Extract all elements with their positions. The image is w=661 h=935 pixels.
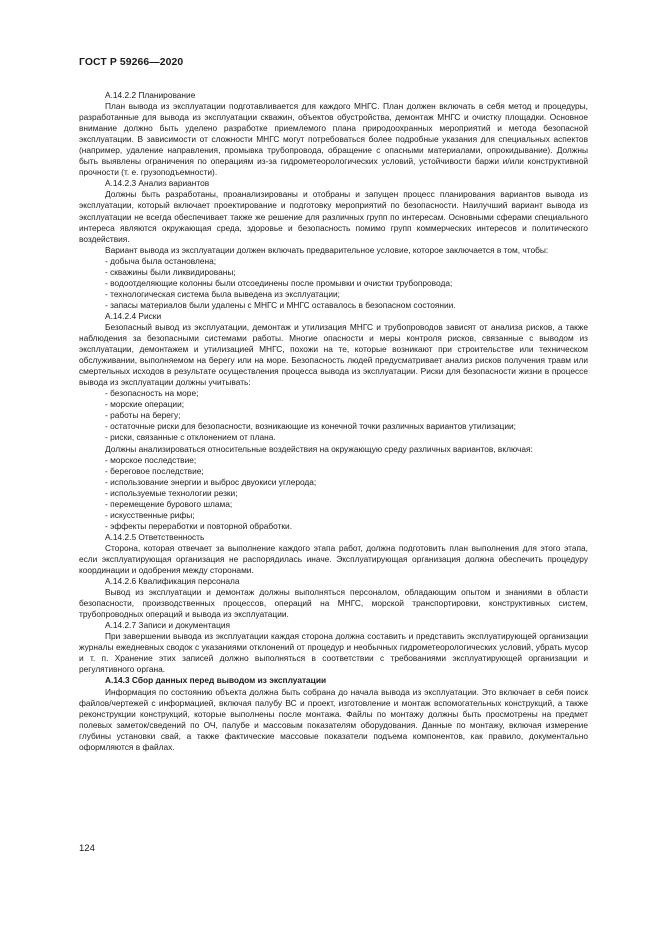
list-item: - добыча была остановлена; bbox=[79, 256, 588, 267]
paragraph: Должны анализироваться относительные воздействия на окружающую среду различных вариантов, включая: bbox=[105, 443, 533, 454]
document-body bbox=[79, 90, 588, 753]
section-heading: А.14.2.2 Планирование bbox=[105, 90, 196, 100]
section-title: А.14.3 Сбор данных перед выводом из эксплуатации bbox=[105, 675, 327, 686]
bullet-list bbox=[79, 388, 588, 443]
list-item: - морские операции; bbox=[79, 399, 588, 410]
list-item: - остаточные риски для безопасности, возникающие из конечной точки различных вариантов утилизации; bbox=[79, 421, 588, 432]
paragraph: При завершении вывода из эксплуатации каждая сторона должна составить и представить эксплуатирующей организации журналы ежедневных сводок с указаниями отклонений от процедур и необычных гидрометеорологических условий, убрать мусор и т. п. Хранение этих записей должно выполняться в соответствии с требованиями эксплуатирующей организации и регулятивного органа. bbox=[79, 631, 588, 675]
page-number: 124 bbox=[79, 843, 95, 854]
list-item: - эффекты переработки и повторной обработки. bbox=[79, 521, 588, 532]
list-item: - запасы материалов были удалены с МНГС и МНГС оставалось в безопасном состоянии. bbox=[79, 300, 588, 311]
list-item: - работы на берегу; bbox=[79, 410, 588, 421]
section-heading: А.14.2.4 Риски bbox=[105, 310, 162, 321]
list-item: - использование энергии и выброс двуокиси углерода; bbox=[79, 477, 588, 488]
paragraph: Сторона, которая отвечает за выполнение каждого этапа работ, должна подготовить план выполнения для этого этапа, если эксплуатирующая организация не распорядилась иначе. Эксплуатирующая организация должна обеспечить процедуру координации и одобрения между сторонами. bbox=[79, 542, 588, 576]
section-heading: А.14.2.6 Квалификация персонала bbox=[105, 576, 240, 587]
paragraph: Безопасный вывод из эксплуатации, демонтаж и утилизация МНГС и трубопроводов зависят от анализа рисков, а также наблюдения за безопасными системами работы. Многие опасности и меры контроля рисков, связанные с выводом из эксплуатации, демонтажем и утилизацией МНГС, похожи на те, которые возникают при строительстве или техническом обслуживании, выполняемом на берегу или на море. Безопасность людей предусматривает анализ рисков получения травм или смертельных исходов в результате осуществления процесса вывода из эксплуатации. Риски для безопасности жизни в процессе вывода из эксплуатации должны учитывать: bbox=[79, 321, 588, 388]
document-header: ГОСТ Р 59266—2020 bbox=[79, 57, 184, 68]
paragraph: Должны быть разработаны, проанализированы и отобраны и запущен процесс планирования вариантов вывода из эксплуатации, который включает проектирование и подготовку мероприятий по безопасности. Наилучший вариант вывода из эксплуатации не всегда обеспечивает также же решение для различных групп по интересам. Основными сферами специального интереса являются окружающая среда, здоровье и безопасность помимо групп коммерческих интересов и политического воздействия. bbox=[79, 189, 588, 244]
list-item: - искусственные рифы; bbox=[79, 510, 588, 521]
paragraph: Вариант вывода из эксплуатации должен включать предварительное условие, которое заключается в том, чтобы: bbox=[105, 244, 549, 255]
list-item: - береговое последствие; bbox=[79, 466, 588, 477]
list-item: - морское последствие; bbox=[79, 455, 588, 466]
section-heading: А.14.2.3 Анализ вариантов bbox=[105, 178, 210, 189]
list-item: - используемые технологии резки; bbox=[79, 488, 588, 499]
list-item: - водоотделяющие колонны были отсоединены после промывки и очистки трубопровода; bbox=[79, 278, 588, 289]
list-item: - перемещение бурового шлама; bbox=[79, 499, 588, 510]
paragraph: Вывод из эксплуатации и демонтаж должны выполняться персоналом, обладающим опытом и знаниями в области безопасности, производственных процессов, операций на МНГС, морской транспортировки, конструктивных систем, трубопроводных операций и вывода из эксплуатации. bbox=[79, 587, 588, 620]
paragraph: План вывода из эксплуатации подготавливается для каждого МНГС. План должен включать в себя метод и процедуры, разработанные для вывода из эксплуатации скважин, объектов обустройства, демонтаж МНГС и очистку площадки. Основное внимание должно быть уделено разработке приемлемого плана природоохранных мероприятий и метода безопасной эксплуатации. В зависимости от сложности МНГС могут потребоваться более подробные указания для специальных аспектов (например, удаление направления, промывка трубопровода, обращение с опасными материалами, опрокидывание). Должны быть выявлены ограничения по операциям из-за гидрометеорологических условий, устойчивости баржи и/или конструктивной прочности (т. е. грузоподъемности). bbox=[79, 101, 588, 178]
list-item: - безопасность на море; bbox=[79, 388, 588, 399]
list-item: - скважины были ликвидированы; bbox=[79, 267, 588, 278]
section-heading: А.14.2.5 Ответственность bbox=[105, 531, 205, 542]
section-heading: А.14.2.7 Записи и документация bbox=[105, 620, 231, 631]
bullet-list bbox=[79, 256, 588, 311]
list-item: - технологическая система была выведена из эксплуатации; bbox=[79, 289, 588, 300]
paragraph: Информация по состоянию объекта должна быть собрана до начала вывода из эксплуатации. Это включает в себя поиск файлов/чертежей с информацией, включая палубу ВС и проект, изготовление и монтаж вспомогательных конструкций, а также реконструкции конструкций, которые выполнены после монтажа. Файлы по монтажу должны быть просмотрены на предмет полевых заметок/сведений по ОЧ, палубе и массовым показателям оборудования. Данные по монтажу, включая измерение глубины установки свай, а также фактические массовые показатели подъема компонентов, как правило, документально оформляются в файлах. bbox=[79, 686, 588, 752]
bullet-list bbox=[79, 455, 588, 532]
list-item: - риски, связанные с отклонением от плана. bbox=[79, 432, 588, 443]
